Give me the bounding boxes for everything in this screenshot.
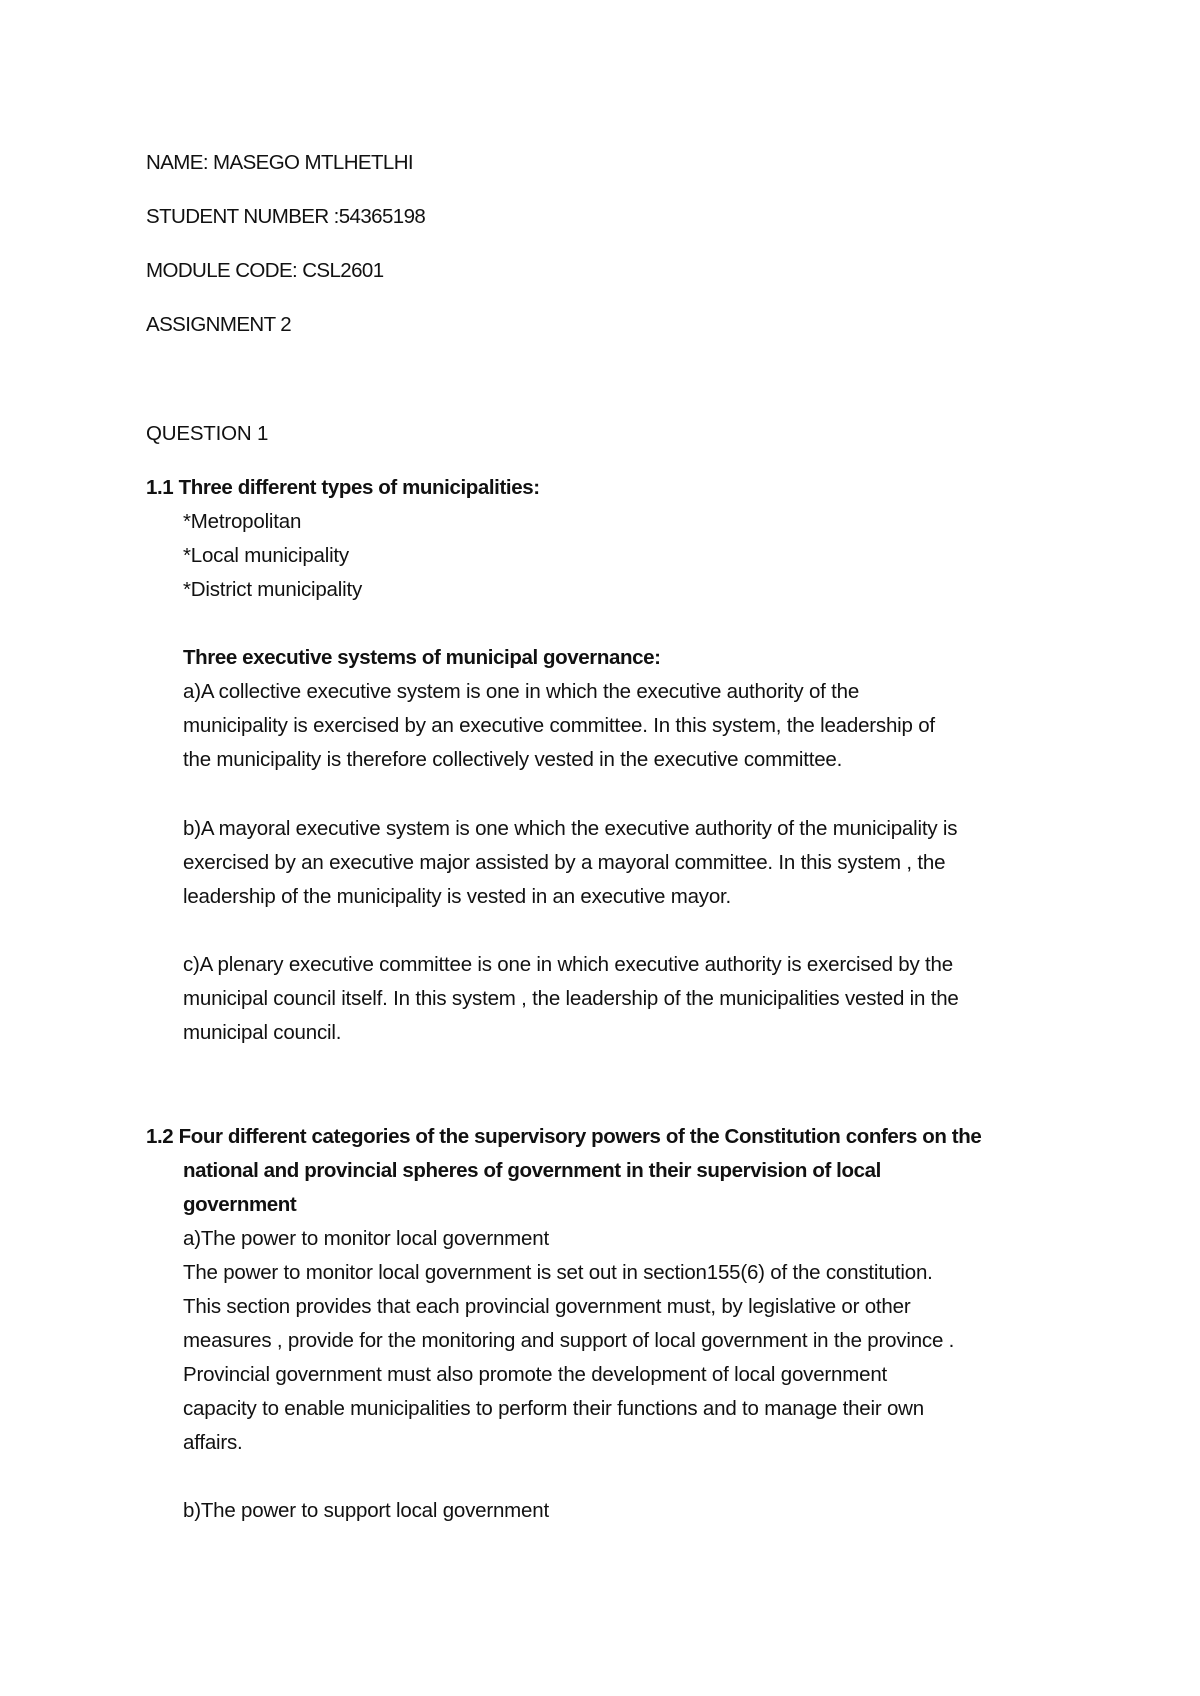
municipality-type: *District municipality: [183, 578, 362, 601]
municipality-type: *Local municipality: [183, 544, 349, 567]
municipality-type: *Metropolitan: [183, 510, 302, 533]
item-a-title: a)The power to monitor local government: [183, 1227, 549, 1250]
paragraph-a-line: municipality is exercised by an executive committee. In this system, the leadership of: [183, 714, 935, 737]
paragraph-b-line: leadership of the municipality is vested in an executive mayor.: [183, 885, 732, 908]
item-a-body-line: capacity to enable municipalities to perform their functions and to manage their own: [183, 1397, 924, 1420]
module-code: MODULE CODE: CSL2601: [146, 259, 384, 282]
paragraph-c-line: c)A plenary executive committee is one in which executive authority is exercised by the: [183, 953, 953, 976]
paragraph-b-line: exercised by an executive major assisted by a mayoral committee. In this system , the: [183, 851, 946, 874]
item-a-body-line: This section provides that each provincial government must, by legislative or other: [183, 1295, 911, 1318]
paragraph-a-line: a)A collective executive system is one in which the executive authority of the: [183, 680, 860, 703]
student-number: STUDENT NUMBER :54365198: [146, 205, 426, 228]
paragraph-b-line: b)A mayoral executive system is one which the executive authority of the municipality is: [183, 817, 958, 840]
item-b-title: b)The power to support local government: [183, 1499, 549, 1522]
q1-1-heading: 1.1 Three different types of municipalities:: [146, 476, 540, 499]
student-name: NAME: MASEGO MTLHETLHI: [146, 151, 414, 174]
item-a-body-line: affairs.: [183, 1431, 243, 1454]
executive-systems-heading: Three executive systems of municipal governance:: [183, 646, 661, 669]
paragraph-c-line: municipal council itself. In this system , the leadership of the municipalities vested in the: [183, 987, 959, 1010]
item-a-body-line: The power to monitor local government is set out in section155(6) of the constitution.: [183, 1261, 933, 1284]
q1-2-heading-cont: national and provincial spheres of government in their supervision of local: [183, 1159, 881, 1182]
paragraph-c-line: municipal council.: [183, 1021, 342, 1044]
q1-2-heading: 1.2 Four different categories of the supervisory powers of the Constitution confers on the: [146, 1125, 982, 1148]
item-a-body-line: Provincial government must also promote the development of local government: [183, 1363, 888, 1386]
item-a-body-line: measures , provide for the monitoring and support of local government in the province .: [183, 1329, 955, 1352]
question-1-title: QUESTION 1: [146, 422, 269, 445]
paragraph-a-line: the municipality is therefore collectively vested in the executive committee.: [183, 748, 843, 771]
q1-2-heading-cont: government: [183, 1193, 297, 1216]
assignment-label: ASSIGNMENT 2: [146, 313, 292, 336]
